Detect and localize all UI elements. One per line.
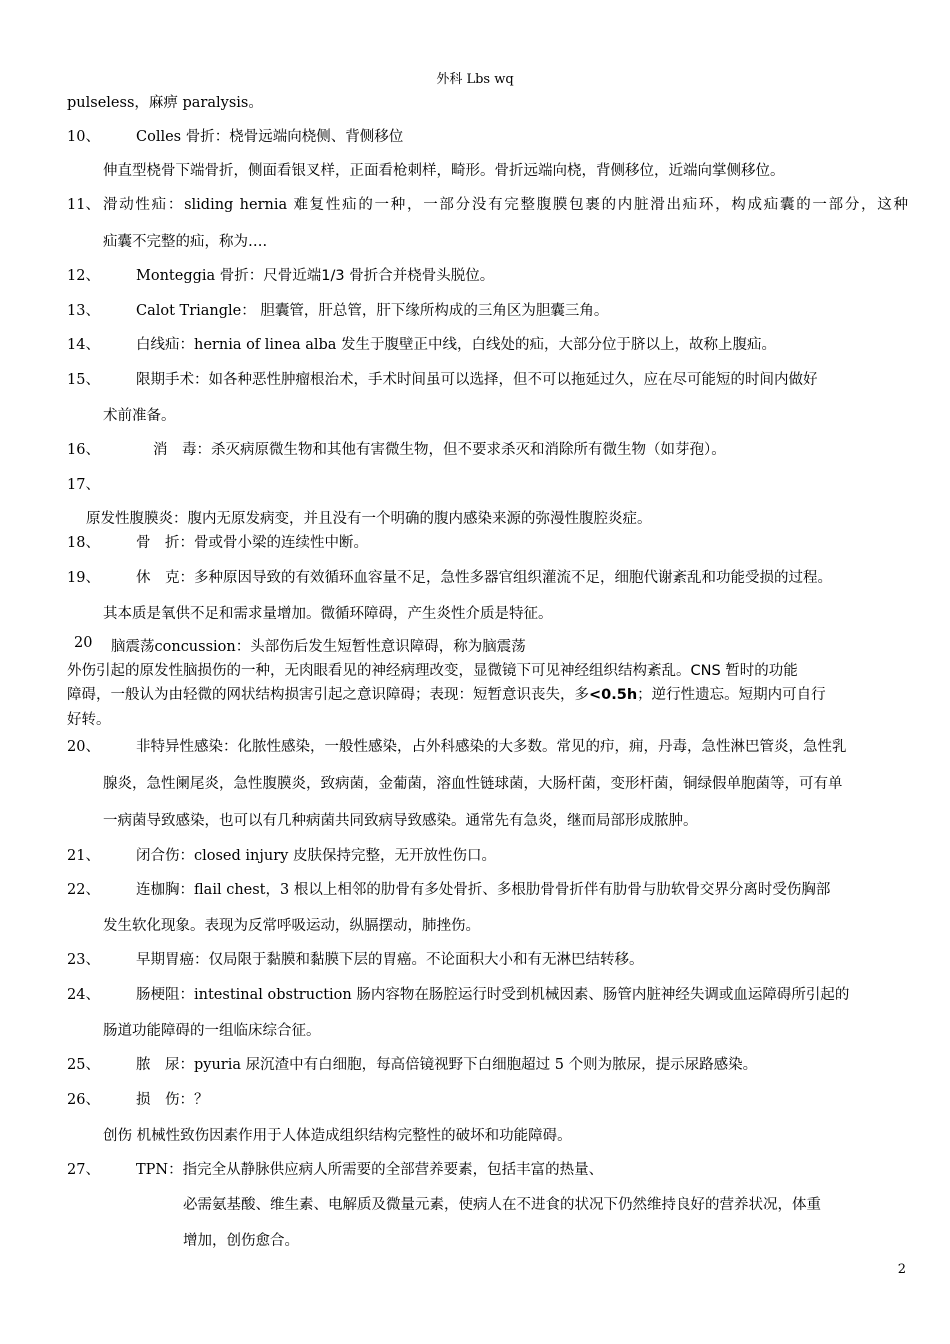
item-text: 滑动性疝：sliding hernia 难复性疝的一种，一部分没有完整腹膜包裹的内脏滑出疝环，构成疝囊的一部分，这种 bbox=[103, 197, 908, 213]
item-number: 14、 bbox=[67, 337, 100, 353]
item-text: 休 克：多种原因导致的有效循环血容量不足，急性多器官组织灌流不足，细胞代谢紊乱和功能受损的过程。 bbox=[136, 570, 832, 586]
item-text: 肠梗阻：intestinal obstruction 肠内容物在肠腔运行时受到机械因素、肠管内脏神经失调或血运障碍所引起的 bbox=[136, 987, 850, 1003]
item-text: Colles 骨折：桡骨远端向桡侧、背侧移位 bbox=[136, 129, 404, 145]
text-line: pulseless，麻痹 paralysis。 bbox=[67, 95, 263, 111]
item-continuation: 其本质是氧供不足和需求量增加。微循环障碍，产生炎性介质是特征。 bbox=[103, 606, 553, 622]
item-text: 白线疝：hernia of linea alba 发生于腹壁正中线，白线处的疝，大部分位于脐以上，故称上腹疝。 bbox=[136, 337, 777, 353]
item-text: 限期手术：如各种恶性肿瘤根治术，手术时间虽可以选择，但不可以拖延过久，应在尽可能短的时间内做好 bbox=[136, 372, 818, 388]
item-number: 27、 bbox=[67, 1162, 100, 1178]
item-number: 17、 bbox=[67, 477, 100, 493]
item-text: 消 毒：杀灭病原微生物和其他有害微生物，但不要求杀灭和消除所有微生物（如芽孢）。 bbox=[153, 442, 726, 458]
item-continuation: 肠道功能障碍的一组临床综合征。 bbox=[103, 1023, 321, 1039]
item-number: 22、 bbox=[67, 882, 100, 898]
item-number: 26、 bbox=[67, 1092, 100, 1108]
item-number: 16、 bbox=[67, 442, 100, 458]
item-continuation: 腺炎，急性阑尾炎，急性腹膜炎，致病菌，金葡菌，溶血性链球菌，大肠杆菌，变形杆菌，铜绿假单胞菌等，可有单 bbox=[103, 776, 843, 792]
page-header: 外科 Lbs wq bbox=[436, 72, 514, 87]
item-continuation: 必需氨基酸、维生素、电解质及微量元素，使病人在不进食的状况下仍然维持良好的营养状况，体重 bbox=[183, 1197, 821, 1213]
item-continuation: 伸直型桡骨下端骨折，侧面看银叉样，正面看枪刺样，畸形。骨折远端向桡，背侧移位，近端向掌侧移位。 bbox=[103, 163, 785, 179]
item-number: 10、 bbox=[67, 129, 100, 145]
paragraph-line: 障碍，一般认为由轻微的网状结构损害引起之意识障碍；表现：短暂意识丧失，多<0.5h；逆行性遗忘。短期内可自行 bbox=[67, 687, 826, 703]
item-number: 23、 bbox=[67, 952, 100, 968]
item-continuation: 增加，创伤愈合。 bbox=[183, 1233, 299, 1249]
item-text: 损 伤：？ bbox=[136, 1092, 209, 1108]
item-number: 19、 bbox=[67, 570, 100, 586]
paragraph-line: 好转。 bbox=[67, 712, 111, 728]
item-number: 15、 bbox=[67, 372, 100, 388]
item-number: 20、 bbox=[67, 739, 100, 755]
item-number: 12、 bbox=[67, 268, 100, 284]
item-text: 非特异性感染：化脓性感染，一般性感染，占外科感染的大多数。常见的疖，痈，丹毒，急性淋巴管炎，急性乳 bbox=[136, 739, 847, 755]
page-number: 2 bbox=[897, 1262, 906, 1277]
item-number: 18、 bbox=[67, 535, 100, 551]
item-text: Calot Triangle： 胆囊管，肝总管，肝下缘所构成的三角区为胆囊三角。 bbox=[136, 303, 609, 319]
item-number: 21、 bbox=[67, 848, 100, 864]
item-continuation: 发生软化现象。表现为反常呼吸运动，纵膈摆动，肺挫伤。 bbox=[103, 918, 480, 934]
item-number: 24、 bbox=[67, 987, 100, 1003]
paragraph-line: 外伤引起的原发性脑损伤的一种，无肉眼看见的神经病理改变，显微镜下可见神经组织结构紊乱。CNS 暂时的功能 bbox=[67, 663, 798, 679]
item-text: 脓 尿：pyuria 尿沉渣中有白细胞，每高倍镜视野下白细胞超过 5 个则为脓尿，提示尿路感染。 bbox=[136, 1057, 758, 1073]
item-continuation: 术前准备。 bbox=[103, 408, 176, 424]
item-number: 11、 bbox=[67, 197, 100, 213]
item-text: 连枷胸：flail chest，3 根以上相邻的肋骨有多处骨折、多根肋骨骨折伴有肋骨与肋软骨交界分离时受伤胸部 bbox=[136, 882, 831, 898]
item-number: 25、 bbox=[67, 1057, 100, 1073]
item-text: Monteggia 骨折：尺骨近端1/3 骨折合并桡骨头脱位。 bbox=[136, 268, 495, 284]
item-continuation: 创伤 机械性致伤因素作用于人体造成组织结构完整性的破坏和功能障碍。 bbox=[103, 1128, 572, 1144]
item-continuation: 原发性腹膜炎：腹内无原发病变，并且没有一个明确的腹内感染来源的弥漫性腹腔炎症。 bbox=[86, 511, 652, 527]
item-number: 13、 bbox=[67, 303, 100, 319]
item-continuation: 一病菌导致感染，也可以有几种病菌共同致病导致感染。通常先有急炎，继而局部形成脓肿。 bbox=[103, 813, 698, 829]
item-text: TPN：指完全从静脉供应病人所需要的全部营养要素，包括丰富的热量、 bbox=[136, 1162, 604, 1178]
item-text: 脑震荡concussion：头部伤后发生短暂性意识障碍，称为脑震荡 bbox=[111, 639, 526, 655]
item-continuation: 疝囊不完整的疝，称为…. bbox=[103, 234, 268, 250]
item-text: 骨 折：骨或骨小梁的连续性中断。 bbox=[136, 535, 368, 551]
item-text: 闭合伤：closed injury 皮肤保持完整，无开放性伤口。 bbox=[136, 848, 496, 864]
item-text: 早期胃癌：仅局限于黏膜和黏膜下层的胃癌。不论面积大小和有无淋巴结转移。 bbox=[136, 952, 644, 968]
item-number: 20 bbox=[74, 635, 93, 651]
